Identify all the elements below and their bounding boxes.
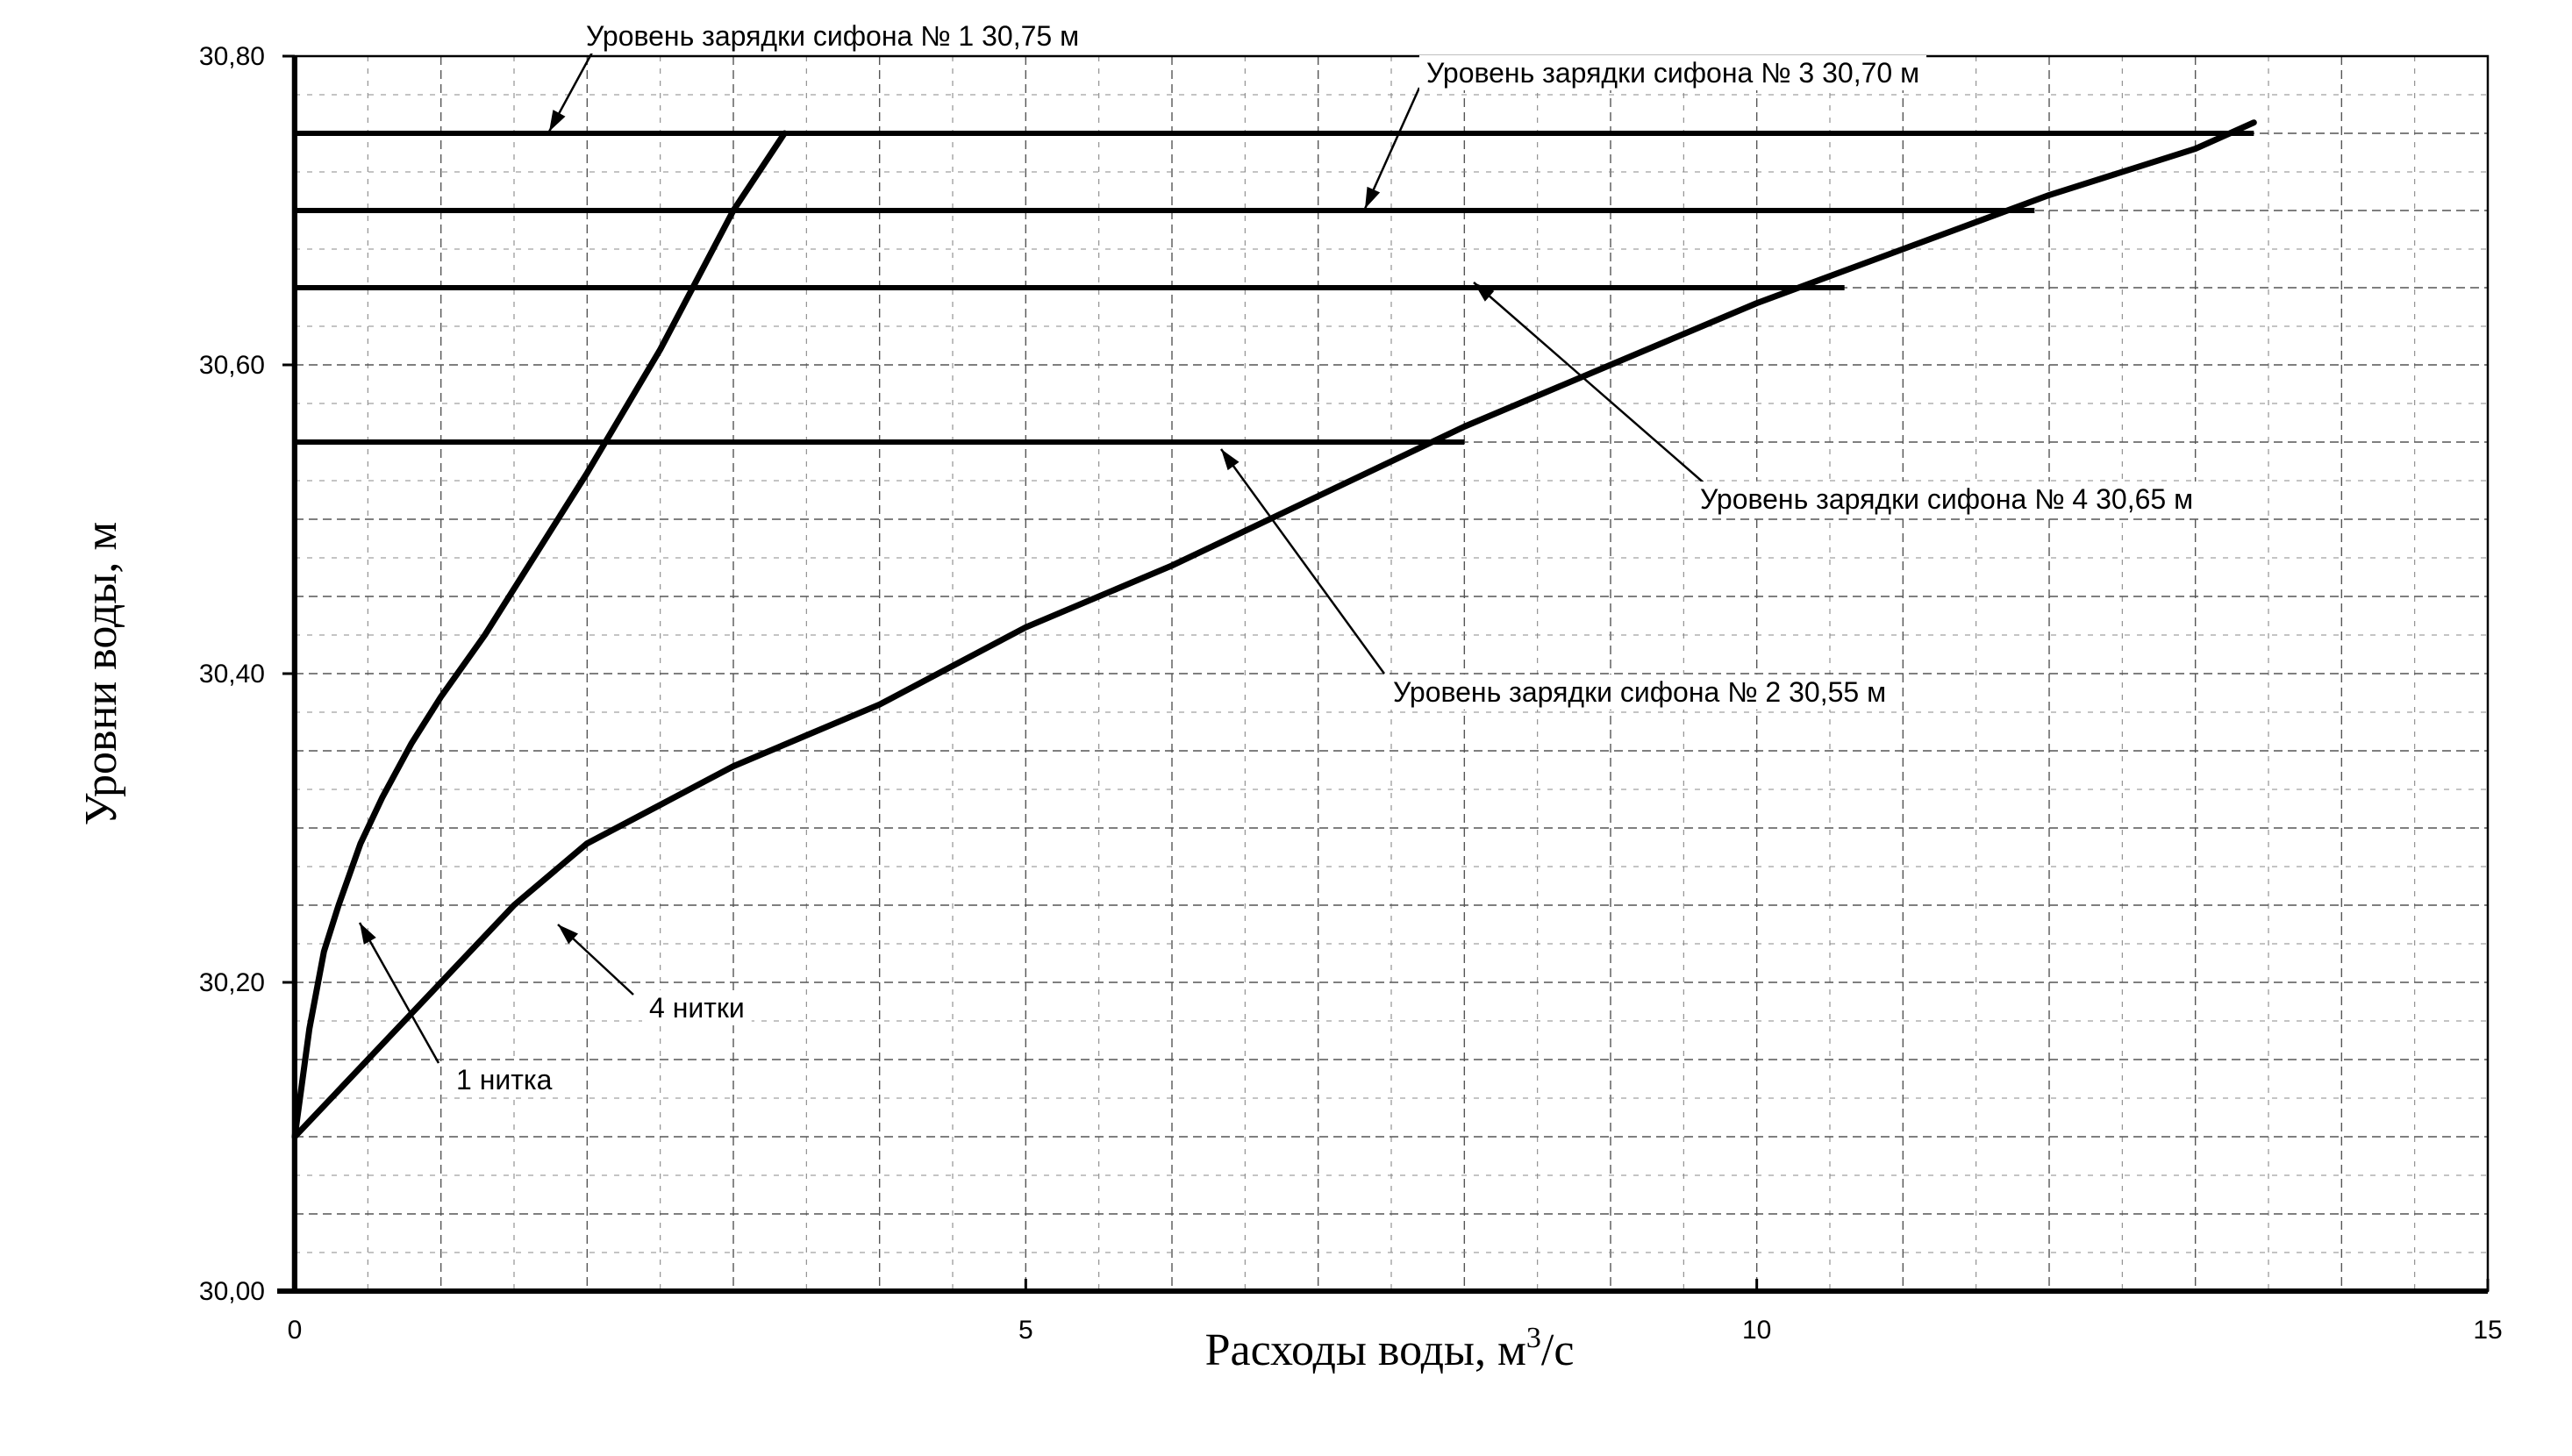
x-tick-label: 0 [287, 1316, 303, 1345]
x-axis-title [1205, 1322, 1575, 1375]
y-axis-title: Уровни воды, м [76, 521, 126, 826]
y-tick-label: 30,60 [198, 351, 265, 380]
charge-level-label-1: Уровень зарядки сифона № 1 30,75 м [586, 20, 1080, 52]
y-tick-label: 30,80 [198, 42, 265, 71]
curve-label-1: 1 нитка [456, 1064, 553, 1096]
annotation-arrowhead [1365, 187, 1380, 209]
charge-level-label-2: Уровень зарядки сифона № 3 30,70 м [1426, 57, 1920, 89]
series-line-2 [295, 123, 2254, 1137]
y-tick-label: 30,20 [198, 968, 265, 997]
charge-level-label-4: Уровень зарядки сифона № 2 30,55 м [1393, 676, 1887, 708]
annotation-leaders [360, 51, 1705, 1063]
annotation-leader-line [1221, 449, 1384, 674]
level-lines [295, 133, 2254, 442]
grid [295, 56, 2488, 1291]
annotation-arrowhead [1221, 449, 1240, 470]
x-axis-title-main: Расходы воды, м [1204, 1325, 1526, 1375]
x-tick-label: 15 [2473, 1316, 2503, 1345]
y-tick-label: 30,40 [198, 660, 265, 689]
charge-level-label-3: Уровень зарядки сифона № 4 30,65 м [1700, 483, 2194, 515]
curve-label-2: 4 нитки [649, 992, 745, 1024]
x-axis-title-sup: 3 [1525, 1322, 1541, 1354]
y-tick-label: 30,00 [198, 1277, 265, 1306]
annotation-leader-line [360, 923, 439, 1063]
annotation-arrowhead [549, 110, 565, 132]
x-tick-label: 10 [1741, 1316, 1772, 1345]
curves [295, 123, 2254, 1137]
annotation-leader-line [1474, 282, 1705, 484]
x-axis-title-tail: /с [1540, 1325, 1575, 1375]
tick-labels [199, 42, 2503, 1345]
annotation-arrowhead [360, 923, 376, 945]
x-tick-label: 5 [1018, 1316, 1033, 1345]
annotations [449, 18, 2200, 1097]
